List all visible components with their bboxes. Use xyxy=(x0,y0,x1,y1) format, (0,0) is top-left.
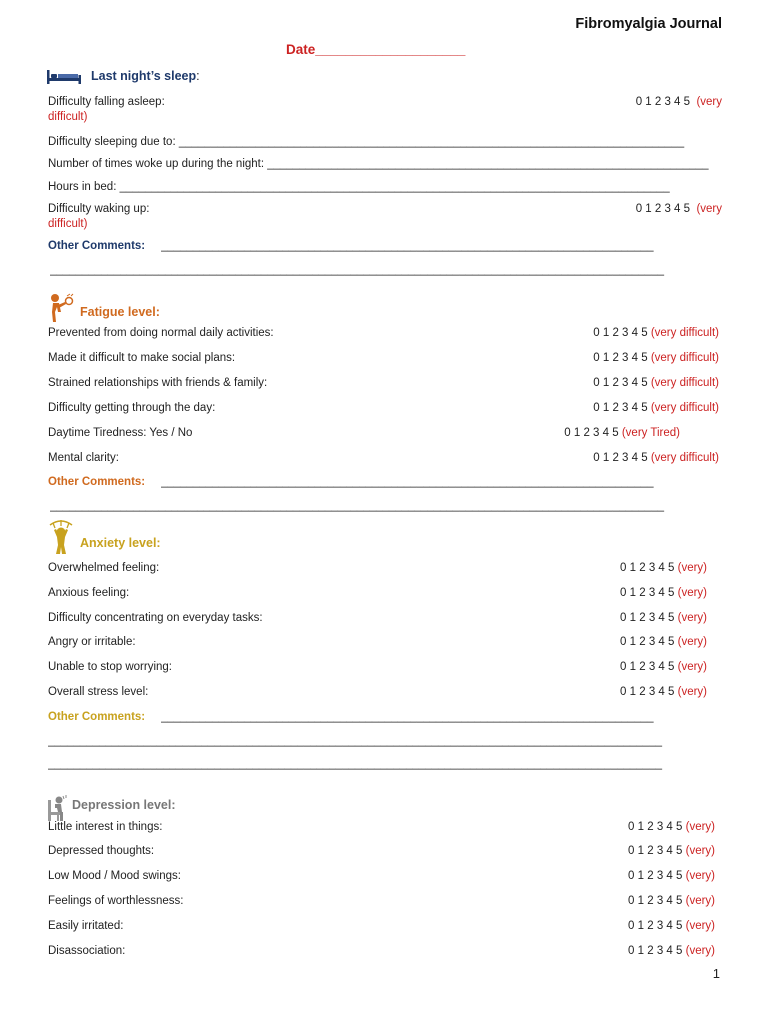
falling-asleep-rating[interactable] xyxy=(636,96,722,108)
falling-asleep-label: Difficulty falling asleep: xyxy=(48,96,165,108)
anxiety-row-rating[interactable] xyxy=(620,562,707,574)
depression-row-label: Depressed thoughts: xyxy=(48,845,155,857)
fatigue-row-label: Mental clarity: xyxy=(48,452,119,464)
anxiety-other-comments-field[interactable]: _____________________________________________________________________________ xyxy=(161,711,654,723)
fatigue-row-rating[interactable] xyxy=(593,402,719,414)
rating-very: (very) xyxy=(677,661,707,673)
rating-scale: 0 1 2 3 4 5 xyxy=(628,821,683,833)
rating-scale: 0 1 2 3 4 5 xyxy=(593,402,648,414)
rating-scale: 0 1 2 3 4 5 xyxy=(564,427,619,439)
rating-very: (very) xyxy=(685,821,715,833)
rating-very: (very) xyxy=(685,920,715,932)
rating-scale: 0 1 2 3 4 5 xyxy=(620,562,675,574)
depression-row-label: Low Mood / Mood swings: xyxy=(48,870,181,882)
rating-very: (very) xyxy=(677,562,707,574)
rating-very: (very difficult) xyxy=(650,402,719,414)
rating-scale: 0 1 2 3 4 5 xyxy=(628,845,683,857)
rating-scale: 0 1 2 3 4 5 xyxy=(593,452,648,464)
fatigue-row-rating[interactable] xyxy=(593,452,719,464)
fatigue-other-comments-label: Other Comments: xyxy=(48,476,146,488)
rating-very: (very difficult) xyxy=(650,327,719,339)
times-woke-field[interactable]: Number of times woke up during the night: _____________________________________________________________________ xyxy=(48,158,709,170)
fatigue-extra-line[interactable]: ________________________________________________________________________________________________ xyxy=(50,500,664,512)
depression-row-rating[interactable] xyxy=(628,821,715,833)
anxiety-row-label: Overall stress level: xyxy=(48,686,149,698)
depression-row-rating[interactable] xyxy=(628,945,715,957)
fatigue-row-rating[interactable] xyxy=(593,352,719,364)
rating-scale: 0 1 2 3 4 5 xyxy=(593,377,648,389)
anxiety-row-rating[interactable] xyxy=(620,661,707,673)
anxiety-extra-line[interactable]: ________________________________________________________________________________________________ xyxy=(48,735,662,747)
fatigue-other-comments-field[interactable]: _____________________________________________________________________________ xyxy=(161,476,654,488)
fatigue-row-rating[interactable] xyxy=(564,427,680,439)
waking-up-scale: 0 1 2 3 4 5 xyxy=(635,203,691,215)
depression-row-label: Disassociation: xyxy=(48,945,126,957)
rating-very: (very) xyxy=(677,587,707,599)
tired-person-icon xyxy=(44,293,76,326)
depression-row-label: Feelings of worthlessness: xyxy=(48,895,184,907)
rating-scale: 0 1 2 3 4 5 xyxy=(628,870,683,882)
anxiety-row-rating[interactable] xyxy=(620,587,707,599)
waking-up-wrap: difficult) xyxy=(48,218,88,230)
depression-row-rating[interactable] xyxy=(628,920,715,932)
rating-scale: 0 1 2 3 4 5 xyxy=(620,661,675,673)
rating-scale: 0 1 2 3 4 5 xyxy=(628,895,683,907)
falling-asleep-very: (very xyxy=(696,96,722,108)
rating-very: (very) xyxy=(677,636,707,648)
anxiety-row-label: Angry or irritable: xyxy=(48,636,136,648)
rating-very: (very difficult) xyxy=(650,352,719,364)
rating-scale: 0 1 2 3 4 5 xyxy=(628,920,683,932)
bed-icon xyxy=(47,70,81,87)
depression-row-rating[interactable] xyxy=(628,870,715,882)
rating-very: (very difficult) xyxy=(650,452,719,464)
anxiety-extra-line[interactable]: ________________________________________________________________________________________________ xyxy=(48,758,662,770)
rating-scale: 0 1 2 3 4 5 xyxy=(628,945,683,957)
anxiety-row-rating[interactable] xyxy=(620,612,707,624)
fatigue-row-label: Prevented from doing normal daily activities: xyxy=(48,327,274,339)
rating-scale: 0 1 2 3 4 5 xyxy=(620,587,675,599)
rating-scale: 0 1 2 3 4 5 xyxy=(620,636,675,648)
falling-asleep-scale: 0 1 2 3 4 5 xyxy=(635,96,691,108)
rating-very: (very difficult) xyxy=(650,377,719,389)
rating-scale: 0 1 2 3 4 5 xyxy=(593,352,648,364)
sleep-other-comments-label: Other Comments: xyxy=(48,240,146,252)
fatigue-row-rating[interactable] xyxy=(593,327,719,339)
waking-up-rating[interactable] xyxy=(636,203,722,215)
anxiety-section-title: Anxiety level: xyxy=(80,536,161,550)
page-number: 1 xyxy=(712,966,720,981)
falling-asleep-wrap: difficult) xyxy=(48,111,88,123)
depression-row-rating[interactable] xyxy=(628,845,715,857)
date-field[interactable]: Date____________________ xyxy=(286,42,466,57)
rating-very: (very) xyxy=(685,870,715,882)
rating-very: (very) xyxy=(677,686,707,698)
stressed-person-icon xyxy=(44,519,78,558)
waking-up-very: (very xyxy=(696,203,722,215)
depression-row-label: Little interest in things: xyxy=(48,821,163,833)
fatigue-row-label: Strained relationships with friends & family: xyxy=(48,377,268,389)
sleep-extra-line[interactable]: ________________________________________________________________________________________________ xyxy=(50,264,664,276)
anxiety-row-label: Anxious feeling: xyxy=(48,587,130,599)
sleeping-due-to-field[interactable]: Difficulty sleeping due to: _______________________________________________________________________________ xyxy=(48,136,685,148)
anxiety-row-label: Overwhelmed feeling: xyxy=(48,562,160,574)
depression-row-rating[interactable] xyxy=(628,895,715,907)
anxiety-row-rating[interactable] xyxy=(620,686,707,698)
anxiety-row-label: Unable to stop worrying: xyxy=(48,661,173,673)
anxiety-row-label: Difficulty concentrating on everyday tasks: xyxy=(48,612,263,624)
depression-row-label: Easily irritated: xyxy=(48,920,124,932)
fatigue-row-label: Daytime Tiredness: Yes / No xyxy=(48,427,193,439)
fatigue-section-title: Fatigue level: xyxy=(80,305,160,319)
sleep-title-text: Last night’s sleep xyxy=(91,69,197,83)
sleep-other-comments-field[interactable]: _____________________________________________________________________________ xyxy=(161,240,654,252)
sleep-title-colon: : xyxy=(196,69,200,83)
rating-scale: 0 1 2 3 4 5 xyxy=(620,686,675,698)
rating-very: (very) xyxy=(685,945,715,957)
fatigue-row-label: Difficulty getting through the day: xyxy=(48,402,216,414)
fatigue-row-rating[interactable] xyxy=(593,377,719,389)
rating-scale: 0 1 2 3 4 5 xyxy=(593,327,648,339)
anxiety-other-comments-label: Other Comments: xyxy=(48,711,146,723)
hours-in-bed-field[interactable]: Hours in bed: ______________________________________________________________________________________ xyxy=(48,181,670,193)
rating-very: (very) xyxy=(685,845,715,857)
rating-very: (very) xyxy=(677,612,707,624)
anxiety-row-rating[interactable] xyxy=(620,636,707,648)
fatigue-row-label: Made it difficult to make social plans: xyxy=(48,352,236,364)
rating-scale: 0 1 2 3 4 5 xyxy=(620,612,675,624)
waking-up-label: Difficulty waking up: xyxy=(48,203,150,215)
rating-very: (very) xyxy=(685,895,715,907)
sleep-section-title xyxy=(91,69,200,83)
journal-title: Fibromyalgia Journal xyxy=(575,16,722,32)
rating-very: (very Tired) xyxy=(621,427,680,439)
depression-section-title: Depression level: xyxy=(72,798,176,812)
